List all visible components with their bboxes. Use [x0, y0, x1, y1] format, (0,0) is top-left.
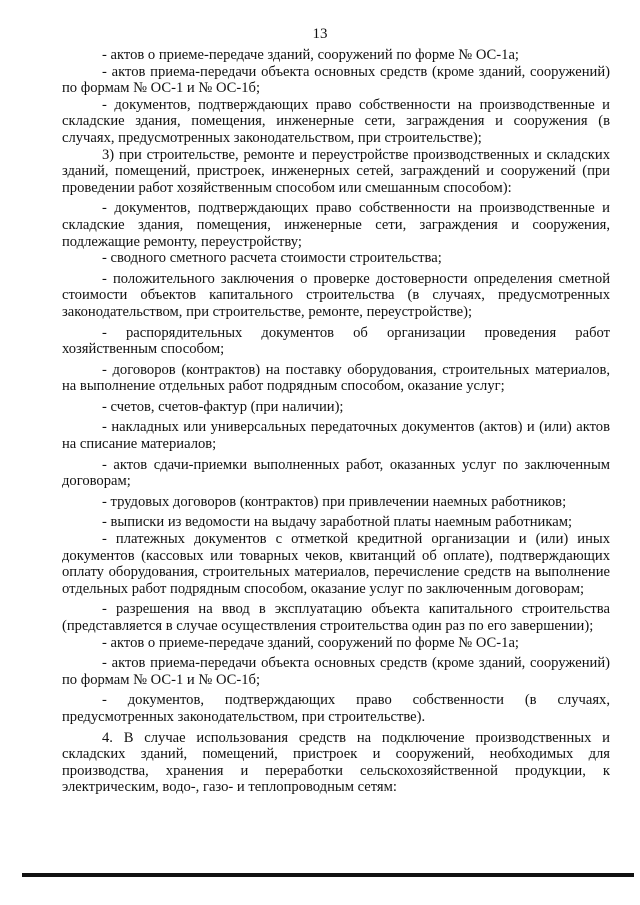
paragraph: - документов, подтверждающих право собственности на производственные и складские здания, помещения, инженерные сети, заграждения и сооружения (в случаях, предусмотренных законодательством, при строительстве);	[62, 96, 610, 146]
paragraph: - выписки из ведомости на выдачу заработной платы наемным работникам;	[102, 514, 572, 531]
paragraph: - трудовых договоров (контрактов) при привлечении наемных работников;	[102, 493, 567, 510]
paragraph: - актов сдачи-приемки выполненных работ, оказанных услуг по заключенным договорам;	[62, 456, 610, 490]
page-number: 13	[312, 26, 328, 42]
paragraph: 3) при строительстве, ремонте и переустройстве производственных и складских зданий, помещений, пристроек, инженерных сетей, заграждений и сооружений (при проведении работ хозяйственным способом или смешанным способом):	[62, 146, 610, 196]
paragraph: - сводного сметного расчета стоимости строительства;	[102, 250, 442, 267]
paragraph: - накладных или универсальных передаточных документов (актов) и (или) актов на списание материалов;	[62, 419, 610, 453]
paragraph: - положительного заключения о проверке достоверности определения сметной стоимости объектов капитального строительства (в случаях, предусмотренных законодательством, при строительстве, ремонте, переустройстве);	[62, 270, 610, 320]
paragraph: - актов приема-передачи объекта основных средств (кроме зданий, сооружений) по формам № ОС-1 и № ОС-1б;	[62, 63, 610, 97]
paragraph: - договоров (контрактов) на поставку оборудования, строительных материалов, на выполнение отдельных работ подрядным способом, оказание услуг;	[62, 361, 610, 395]
paragraph: - разрешения на ввод в эксплуатацию объекта капитального строительства (представляется в случае осуществления строительства один раз по его завершении);	[62, 601, 610, 634]
document-body	[62, 47, 610, 796]
paragraph: - платежных документов с отметкой кредитной организации и (или) иных документов (кассовых или товарных чеков, квитанций об оплате), подтверждающих оплату оборудования, строительных материалов, перечисление средств на выполнение отдельных работ подрядным способом, оказание услуг по заключенным договорам;	[62, 531, 610, 597]
paragraph: - актов приема-передачи объекта основных средств (кроме зданий, сооружений) по формам № ОС-1 и № ОС-1б;	[62, 655, 610, 688]
paragraph: - счетов, счетов-фактур (при наличии);	[102, 398, 344, 415]
paragraph: - актов о приеме-передаче зданий, сооружений по форме № ОС-1а;	[102, 634, 519, 651]
bottom-divider	[22, 873, 634, 877]
paragraph: 4. В случае использования средств на подключение производственных и складских зданий, помещений, пристроек и сооружений, необходимых для производства, хранения и переработки сельскохозяйственной продукции, к электрическим, водо-, газо- и теплопроводным сетям:	[62, 729, 610, 796]
paragraph: - документов, подтверждающих право собственности (в случаях, предусмотренных законодательством, при строительстве).	[62, 692, 610, 725]
paragraph: - документов, подтверждающих право собственности на производственные и складские здания, помещения, инженерные сети, заграждения и сооружения, подлежащие ремонту, переустройству;	[62, 200, 610, 250]
paragraph: - актов о приеме-передаче зданий, сооружений по форме № ОС-1а;	[102, 47, 519, 63]
paragraph: - распорядительных документов об организации проведения работ хозяйственным способом;	[62, 324, 610, 358]
